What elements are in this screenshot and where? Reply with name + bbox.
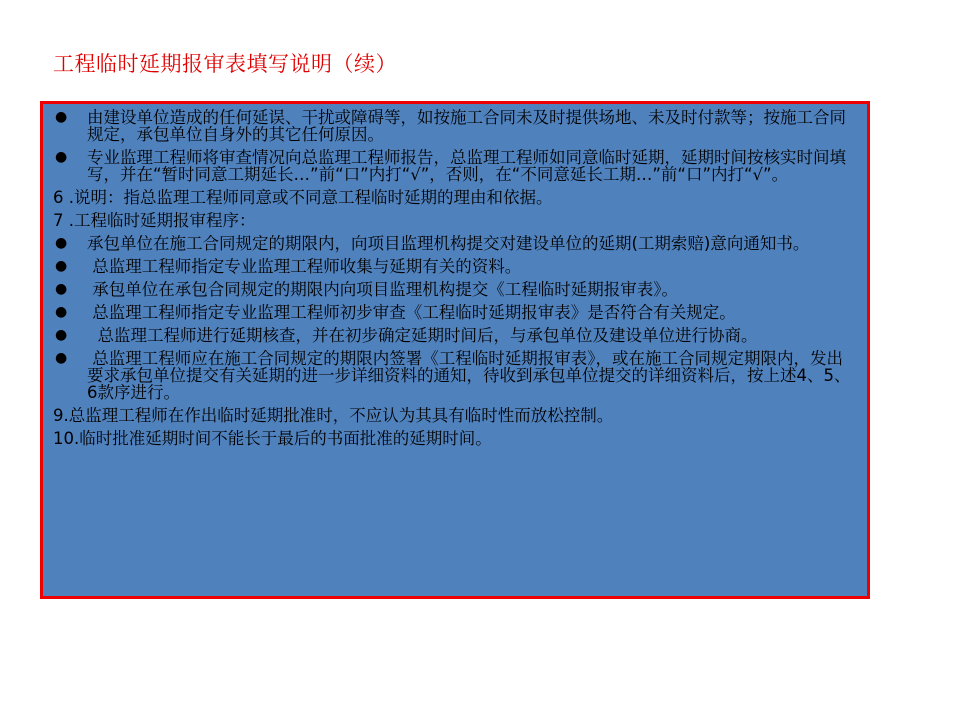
list-item bbox=[53, 281, 859, 298]
list-item-text: 承包单位在承包合同规定的期限内向项目监理机构提交《工程临时延期报审表》。 bbox=[87, 280, 678, 299]
page-title: 工程临时延期报审表填写说明（续） bbox=[53, 52, 397, 76]
bullet-icon: ● bbox=[55, 304, 68, 320]
list-item bbox=[53, 109, 859, 143]
list-item-text: 总监理工程师应在施工合同规定的期限内签署《工程临时延期报审表》，或在施工合同规定期限内，发出要求承包单位提交有关延期的进一步详细资料的通知，待收到承包单位提交的详细资料后，按上述4、5、6款序进行。 bbox=[87, 349, 851, 402]
bullet-icon: ● bbox=[55, 350, 68, 366]
bullet-icon: ● bbox=[55, 235, 68, 251]
bullet-icon: ● bbox=[55, 327, 68, 343]
list-item bbox=[53, 304, 859, 321]
bullet-icon: ● bbox=[55, 149, 68, 165]
list-item-text: 承包单位在施工合同规定的期限内，向项目监理机构提交对建设单位的延期(工期索赔)意向通知书。 bbox=[87, 234, 810, 253]
list-item bbox=[53, 327, 859, 344]
bullet-icon: ● bbox=[55, 281, 68, 297]
list-item-text: 由建设单位造成的任何延误、干扰或障碍等，如按施工合同未及时提供场地、未及时付款等；按施工合同规定，承包单位自身外的其它任何原因。 bbox=[87, 108, 846, 144]
list-item bbox=[53, 350, 859, 401]
list-item: 7 .工程临时延期报审程序： bbox=[53, 211, 256, 230]
list-item bbox=[53, 258, 859, 275]
list-item-text: 总监理工程师进行延期核查，并在初步确定延期时间后，与承包单位及建设单位进行协商。 bbox=[87, 326, 758, 345]
list-item-text: 专业监理工程师将审查情况向总监理工程师报告，总监理工程师如同意临时延期，延期时间按核实时间填写，并在“暂时同意工期延长…”前“口”内打“√”，否则，在“不同意延长工期…”前“口”内打“√”。 bbox=[87, 148, 846, 184]
list-item-text: 总监理工程师指定专业监理工程师收集与延期有关的资料。 bbox=[87, 257, 522, 276]
list-item bbox=[53, 149, 859, 183]
list-item: 6 .说明：指总监理工程师同意或不同意工程临时延期的理由和依据。 bbox=[53, 188, 553, 207]
bullet-icon: ● bbox=[55, 258, 68, 274]
list-item: 10.临时批准延期时间不能长于最后的书面批准的延期时间。 bbox=[53, 429, 492, 448]
list-item bbox=[53, 235, 859, 252]
bullet-icon: ● bbox=[55, 109, 68, 125]
list-item: 9.总监理工程师在作出临时延期批准时，不应认为其具有临时性而放松控制。 bbox=[53, 406, 614, 425]
list-item-text: 总监理工程师指定专业监理工程师初步审查《工程临时延期报审表》是否符合有关规定。 bbox=[87, 303, 736, 322]
content-panel bbox=[40, 101, 870, 599]
